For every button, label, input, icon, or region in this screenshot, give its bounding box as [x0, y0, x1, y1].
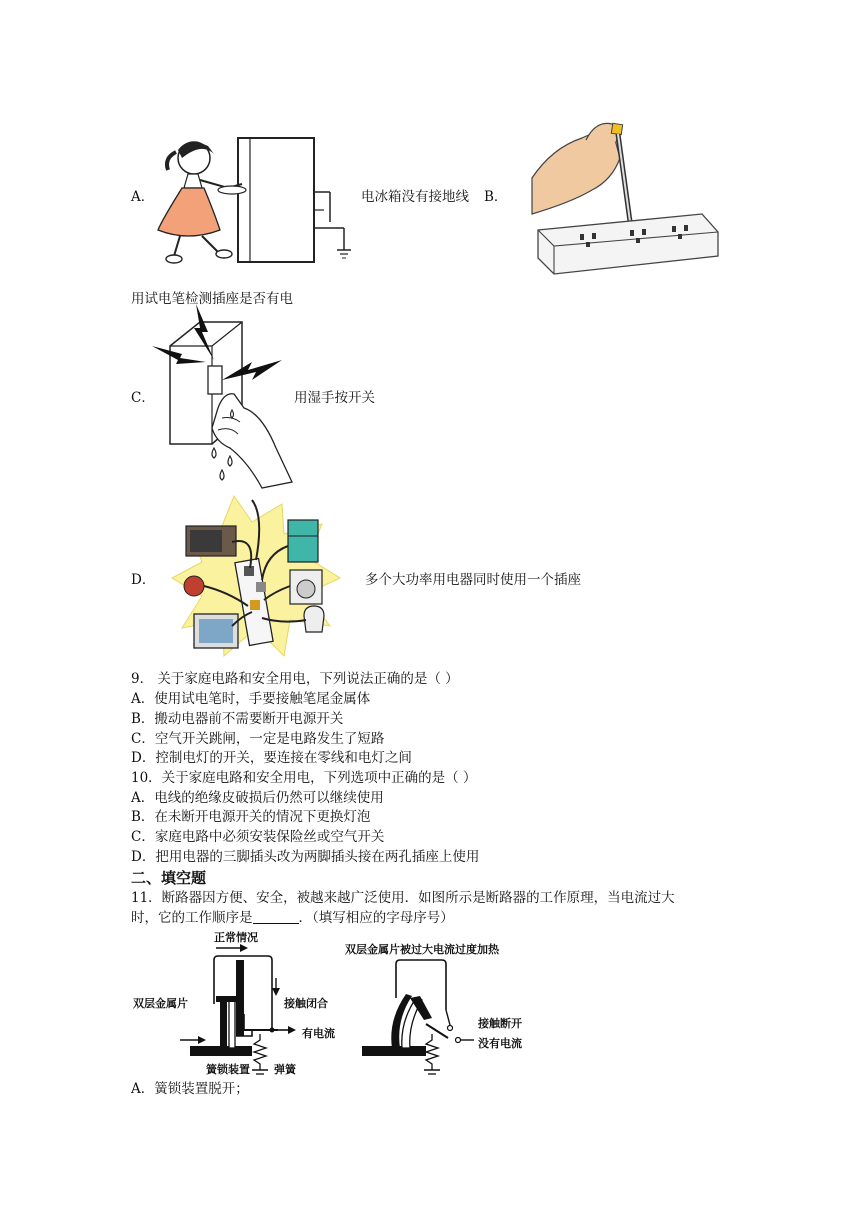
q10-option-d: D．把用电器的三脚插头改为两脚插头接在两孔插座上使用	[131, 849, 480, 865]
wet-hand-switch-illustration	[152, 298, 296, 488]
label-latch: 簧锁装置	[206, 1063, 250, 1076]
option-c-letter: C．	[131, 390, 155, 406]
option-b-letter: B．	[484, 189, 508, 205]
q11-option-a: A．簧锁装置脱开；	[131, 1081, 249, 1097]
overloaded-socket-illustration	[172, 496, 342, 662]
label-spring: 弹簧	[274, 1063, 296, 1076]
q11-line1: 11．断路器因方便、安全，被越来越广泛使用．如图所示是断路器的工作原理，当电流过大	[131, 890, 675, 906]
option-d-letter: D．	[131, 572, 156, 588]
breaker-normal-diagram	[180, 944, 310, 1080]
option-b-caption: 用试电笔检测插座是否有电	[131, 291, 293, 307]
answer-blank[interactable]	[253, 909, 299, 924]
q9-option-a: A．使用试电笔时，手要接触笔尾金属体	[131, 691, 371, 707]
q11-line2-post: ．（填写相应的字母序号）	[298, 910, 454, 926]
option-d-caption: 多个大功率用电器同时使用一个插座	[365, 572, 581, 588]
label-has-current: 有电流	[302, 1027, 335, 1040]
label-no-current: 没有电流	[478, 1037, 522, 1050]
section-title: 二、填空题	[131, 869, 207, 887]
q9-option-c: C．空气开关跳闸，一定是电路发生了短路	[131, 731, 385, 747]
label-bimetal: 双层金属片	[133, 997, 188, 1010]
breaker-tripped-diagram	[362, 958, 478, 1080]
fig-right-title: 双层金属片被过大电流过度加热	[345, 943, 499, 956]
fig-left-title: 正常情况	[214, 931, 258, 944]
q10-option-c: C．家庭电路中必须安装保险丝或空气开关	[131, 829, 385, 845]
fridge-girl-illustration	[158, 132, 358, 268]
option-a-letter: A．	[131, 189, 155, 205]
q9-option-d: D．控制电灯的开关，要连接在零线和电灯之间	[131, 750, 412, 766]
q9-stem: 9． 关于家庭电路和安全用电，下列说法正确的是（ ）	[131, 671, 459, 687]
q10-option-b: B．在未断开电源开关的情况下更换灯泡	[131, 809, 371, 825]
q9-option-b: B．搬动电器前不需要断开电源开关	[131, 711, 344, 727]
q10-option-a: A．电线的绝缘皮破损后仍然可以继续使用	[131, 790, 384, 806]
test-pen-socket-illustration	[532, 118, 722, 280]
option-a-caption: 电冰箱没有接地线	[361, 189, 469, 205]
label-contact-closed: 接触闭合	[284, 997, 328, 1010]
q10-stem: 10．关于家庭电路和安全用电，下列选项中正确的是（ ）	[131, 770, 477, 786]
label-contact-open: 接触断开	[478, 1017, 522, 1030]
option-c-caption: 用湿手按开关	[294, 390, 375, 406]
q11-line2-pre: 时，它的工作顺序是	[131, 910, 253, 926]
q11-line2	[131, 909, 454, 929]
